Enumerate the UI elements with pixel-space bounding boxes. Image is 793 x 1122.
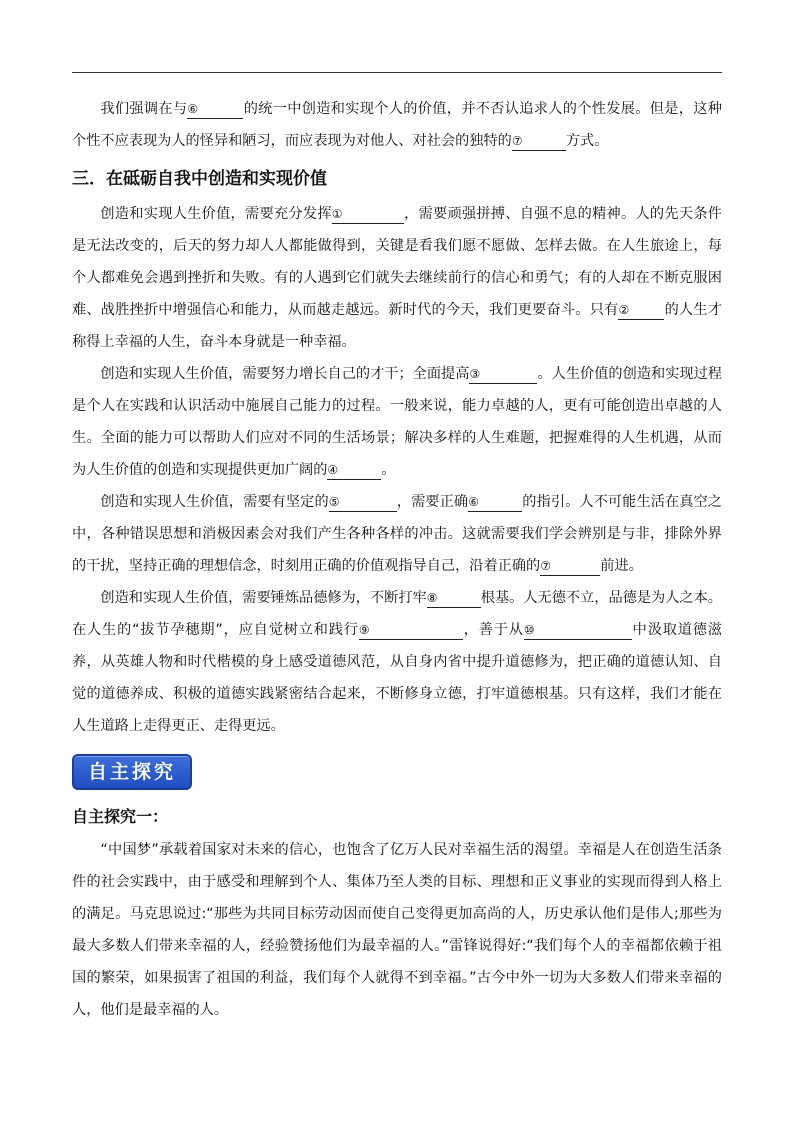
paragraph-ideals: [72, 486, 722, 582]
fill-blank[interactable]: [618, 301, 664, 320]
blank-number: ⑥: [468, 495, 479, 509]
inquiry-badge: 自主探究: [72, 754, 192, 790]
text: 我们强调在与: [100, 101, 188, 117]
fill-blank[interactable]: [468, 493, 522, 512]
paragraph-morality: [72, 582, 722, 742]
paragraph-happiness: “中国梦”承载着国家对未来的信心，也饱含了亿万人民对幸福生活的渴望。幸福是人在创造生活条件的社会实践中，由于感受和理解到个人、集体乃至人类的目标、理想和正义事业的实现而得到人格上的满足。马克思说过:“那些为共同目标劳动因而使自己变得更加高尚的人，历史承认他们是伟人;那些为最大多数人们带来幸福的人，经验赞扬他们为最幸福的人。”雷锋说得好:“我们每个人的幸福都依赖于祖国的繁荣，如果损害了祖国的利益，我们每个人就得不到幸福。”古今中外一切为大多数人们带来幸福的人，他们是最幸福的人。: [72, 842, 722, 1018]
blank-number: ⑨: [358, 623, 370, 637]
inquiry-title: 自主探究一：: [72, 807, 169, 826]
blank-number: ④: [327, 463, 339, 477]
paragraph-ability: [72, 358, 722, 486]
blank-number: ⑥: [187, 102, 199, 116]
paragraph-individuality: [72, 93, 722, 157]
fill-blank[interactable]: [469, 365, 537, 384]
fill-blank[interactable]: [524, 621, 632, 640]
document-body: [72, 93, 722, 1026]
text: 的人生才称得上幸福的人生，奋斗本身就是一种幸福。: [72, 302, 722, 350]
fill-blank[interactable]: [427, 589, 481, 608]
text: ，需要正确: [396, 494, 469, 510]
text: 创造和实现人生价值，需要充分发挥: [100, 206, 332, 222]
text: 方式。: [565, 133, 609, 149]
blank-number: ⑩: [523, 623, 535, 637]
blank-number: ①: [331, 207, 343, 221]
text: 创造和实现人生价值，需要锤炼品德修为，不断打牢: [100, 590, 427, 606]
text: 创造和实现人生价值，需要努力增长自己的才干；全面提高: [100, 366, 470, 382]
fill-blank[interactable]: [332, 205, 404, 224]
section-heading: 三．在砥砺自我中创造和实现价值: [72, 169, 327, 189]
blank-number: ⑦: [540, 559, 551, 573]
text: ，善于从: [462, 622, 524, 638]
text: 前进。: [600, 558, 643, 574]
text: 中汲取道德滋养，从英雄人物和时代楷模的身上感受道德风范，从自身内省中提升道德修为，把正确的道德认知、自觉的道德养成、积极的道德实践紧密结合起来，不断修身立德，打牢道德根基。只有这样，我们才能在人生道路上走得更正、走得更远。: [72, 622, 722, 734]
text: 的统一中创造和实现个人的价值，并不否认追求人的个性发展。但是，这种个性不应表现为人的怪异和陋习，而应表现为对他人、对社会的独特的: [72, 101, 722, 149]
text: 。人生价值的创造和实现过程是个人在实践和认识活动中施展自己能力的过程。一般来说，能力卓越的人，更有可能创造出卓越的人生。全面的能力可以帮助人们应对不同的生活场景；解决多样的人生难题，把握难得的人生机遇，从而为人生价值的创造和实现提供更加广阔的: [72, 366, 722, 478]
blank-number: ⑧: [426, 591, 438, 605]
text: 的指引。人不可能生活在真空之中，各种错误思想和消极因素会对我们产生各种各样的冲击。这就需要我们学会辨别是与非，排除外界的干扰，坚持正确的理想信念，时刻用正确的价值观指导自己，沿着正确的: [72, 494, 722, 574]
fill-blank[interactable]: [540, 557, 600, 576]
paragraph-effort: [72, 198, 722, 358]
blank-number: ⑦: [511, 134, 523, 148]
fill-blank[interactable]: [512, 132, 566, 151]
fill-blank[interactable]: [329, 493, 397, 512]
text: 根基。人无德不立，品德是为人之本。在人生的“拔节孕穗期”，应自觉树立和践行: [72, 590, 722, 638]
text: 。: [381, 462, 396, 478]
text: ，需要顽强拼搏、自强不息的精神。人的先天条件是无法改变的，后天的努力却人人都能做得到，关键是看我们愿不愿做、怎样去做。在人生旅途上，每个人都难免会遇到挫折和失败。有的人遇到它们就失去继续前行的信心和勇气；有的人却在不断克服困难、战胜挫折中增强信心和能力，从而越走越远。新时代的今天，我们更要奋斗。只有: [72, 206, 722, 318]
blank-number: ⑤: [328, 495, 340, 509]
blank-number: ③: [469, 367, 481, 381]
blank-number: ②: [618, 303, 630, 317]
header-rule: [72, 72, 722, 73]
text: 创造和实现人生价值，需要有坚定的: [100, 494, 329, 510]
fill-blank[interactable]: [187, 100, 243, 119]
fill-blank[interactable]: [327, 461, 381, 480]
fill-blank[interactable]: [359, 621, 463, 640]
